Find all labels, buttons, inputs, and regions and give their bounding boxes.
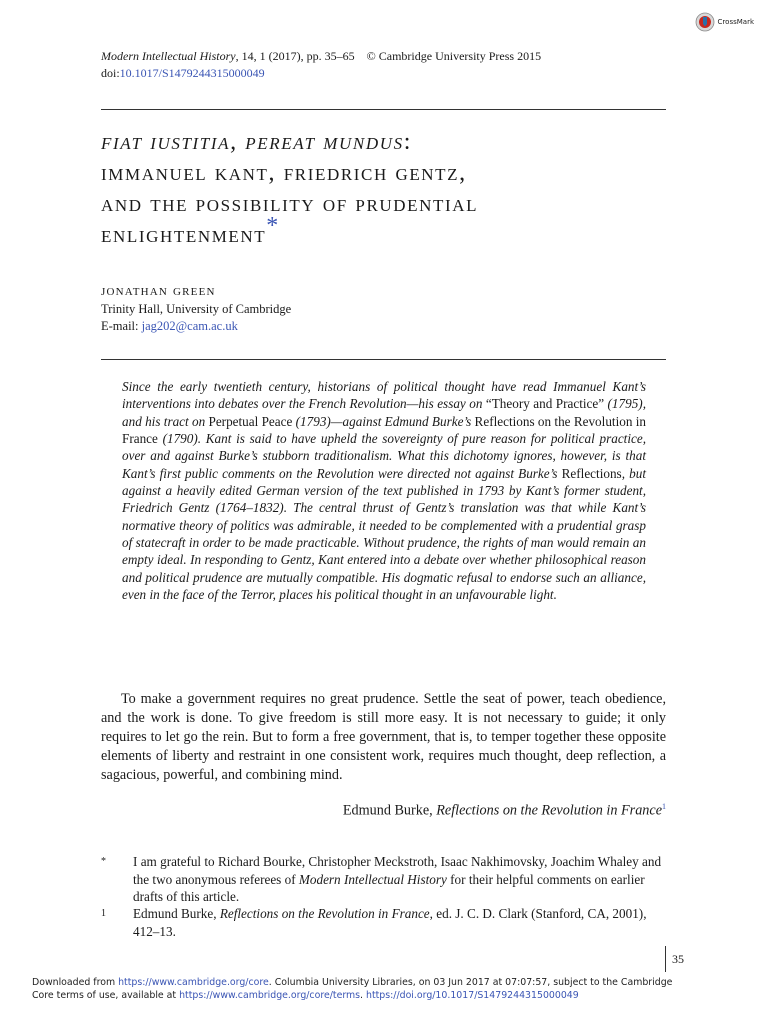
doi-prefix: doi: xyxy=(101,66,120,80)
author-email-line xyxy=(101,318,291,335)
abstract-text-1: Since the early twentieth century, historians of political thought have read Immanuel Kant’s interventions into debates over the French Revolution—his essay on xyxy=(122,379,646,412)
author-affiliation: Trinity Hall, University of Cambridge xyxy=(101,302,292,316)
title-line-4 xyxy=(101,213,701,251)
abstract-upright-2: Perpetual Peace xyxy=(208,413,293,429)
footnote-text xyxy=(133,905,666,940)
title-footnote-marker[interactable]: * xyxy=(266,213,280,239)
footer-line-1 xyxy=(32,976,752,989)
footnote-text-italic: Reflections on the Revolution in France xyxy=(219,906,430,921)
abstract-text-4: (1790). Kant is said to have upheld the sovereignty of pure reason for political practice, over and against Burke’s stubborn traditionalism. What this dichotomy ignores, however, is that Kant’s first public comments on the Revolution were directed not against Burke’s xyxy=(122,431,646,481)
footnote-text-b: for their helpful comments on earlier drafts of this article. xyxy=(133,871,645,904)
download-footer xyxy=(32,976,752,1002)
footnote-mark: 1 xyxy=(101,908,106,919)
title-latin-phrase: fiat iustitia, pereat mundus xyxy=(101,129,404,155)
terms-link[interactable]: https://www.cambridge.org/core/terms xyxy=(179,990,361,1001)
page-number: 35 xyxy=(672,952,684,966)
volume-pages: , 14, 1 (2017), pp. 35–65 xyxy=(235,49,355,63)
title-line-3: and the possibility of prudential xyxy=(101,191,479,217)
footnote-text-b: , ed. J. C. D. Clark (Stanford, CA, 2001), 412–13. xyxy=(133,906,647,939)
abstract xyxy=(122,378,646,603)
footnote-text-a: Edmund Burke, xyxy=(133,906,220,921)
title-colon: : xyxy=(403,129,412,155)
author-name: jonathan green xyxy=(101,283,216,299)
epigraph-quote: To make a government requires no great prudence. Settle the seat of power, teach obedience, and the work is done. To give freedom is still more easy. It is not necessary to guide; it only requires to let go the rein. But to form a free government, that is, to temper together these opposite elements of liberty and restraint in one consistent work, requires much thought, deep reflection, a sagacious, powerful, and combining mind. xyxy=(101,691,666,783)
footer-terms-label: Core terms of use, available at xyxy=(32,990,180,1001)
core-link[interactable]: https://www.cambridge.org/core xyxy=(118,977,269,988)
page-number-rule xyxy=(665,946,666,972)
footnote-mark: * xyxy=(101,856,106,867)
footer-downloaded-label: Downloaded from xyxy=(32,977,119,988)
epigraph-attribution xyxy=(343,797,666,821)
journal-citation xyxy=(101,48,541,64)
author-details xyxy=(101,301,291,335)
attribution-footnote-ref[interactable]: 1 xyxy=(662,802,666,811)
footer-line-2 xyxy=(32,989,752,1002)
abstract-upright-3: Reflections on the Revolution in France xyxy=(122,413,646,447)
journal-name: Modern Intellectual History xyxy=(101,49,236,63)
footer-separator: . xyxy=(360,990,367,1001)
crossmark-label: CrossMark xyxy=(717,18,754,26)
abstract-upright-1: “Theory and Practice” xyxy=(485,396,605,412)
abstract-text-3: (1793)—against Edmund Burke’s xyxy=(292,413,475,429)
doi-line xyxy=(101,65,265,81)
attribution-author: Edmund Burke, xyxy=(342,802,437,819)
abstract-text-5: , but against a heavily edited German version of the text published in 1793 by Kant’s former student, Friedrich Gentz (1764–1832). The central thrust of Gentz’s translation was that while Kant’s normative theory of politics was admirable, it needed to be complemented with a prudential grasp of statecraft in order to be made practicable. Without prudence, the rights of man would remain an empty ideal. In responding to Gentz, Kant entered into a debate over whether philosophical reason and political prudence are mutually compatible. His dogmatic refusal to endorse such an alliance, even in the face of the Terror, places his political thought in an unfavourable light. xyxy=(122,465,646,603)
footer-doi-link[interactable]: https://doi.org/10.1017/S1479244315000049 xyxy=(366,990,579,1001)
header-divider xyxy=(101,109,666,110)
crossmark-icon xyxy=(695,12,715,32)
footer-line-1-rest: . Columbia University Libraries, on 03 Jun 2017 at 07:07:57, subject to the Cambridge xyxy=(268,977,673,988)
doi-link[interactable]: 10.1017/S1479244315000049 xyxy=(119,66,265,80)
footnote-text-a: I am grateful to Richard Bourke, Christopher Meckstroth, Isaac Nakhimovsky, Joachim Whaley and the two anonymous referees of xyxy=(133,854,662,887)
footnote-1 xyxy=(101,905,666,945)
title-line-1 xyxy=(101,127,701,158)
crossmark-badge[interactable] xyxy=(695,12,754,32)
copyright-notice: © Cambridge University Press 2015 xyxy=(366,49,542,63)
abstract-top-divider xyxy=(101,359,666,360)
footnote-text-italic: Modern Intellectual History xyxy=(298,871,447,887)
article-title xyxy=(101,127,701,251)
footnote-star xyxy=(101,853,666,904)
email-label: E-mail: xyxy=(101,319,142,333)
title-line-4-text: enlightenment xyxy=(101,222,267,248)
author-email-link[interactable]: jag202@cam.ac.uk xyxy=(141,319,238,333)
attribution-work: Reflections on the Revolution in France xyxy=(436,802,662,819)
footnote-text xyxy=(133,853,666,906)
abstract-text-2: (1795), and his tract on xyxy=(122,396,646,429)
abstract-upright-4: Reflections xyxy=(561,465,622,481)
title-line-2: immanuel kant, friedrich gentz, xyxy=(101,160,467,186)
